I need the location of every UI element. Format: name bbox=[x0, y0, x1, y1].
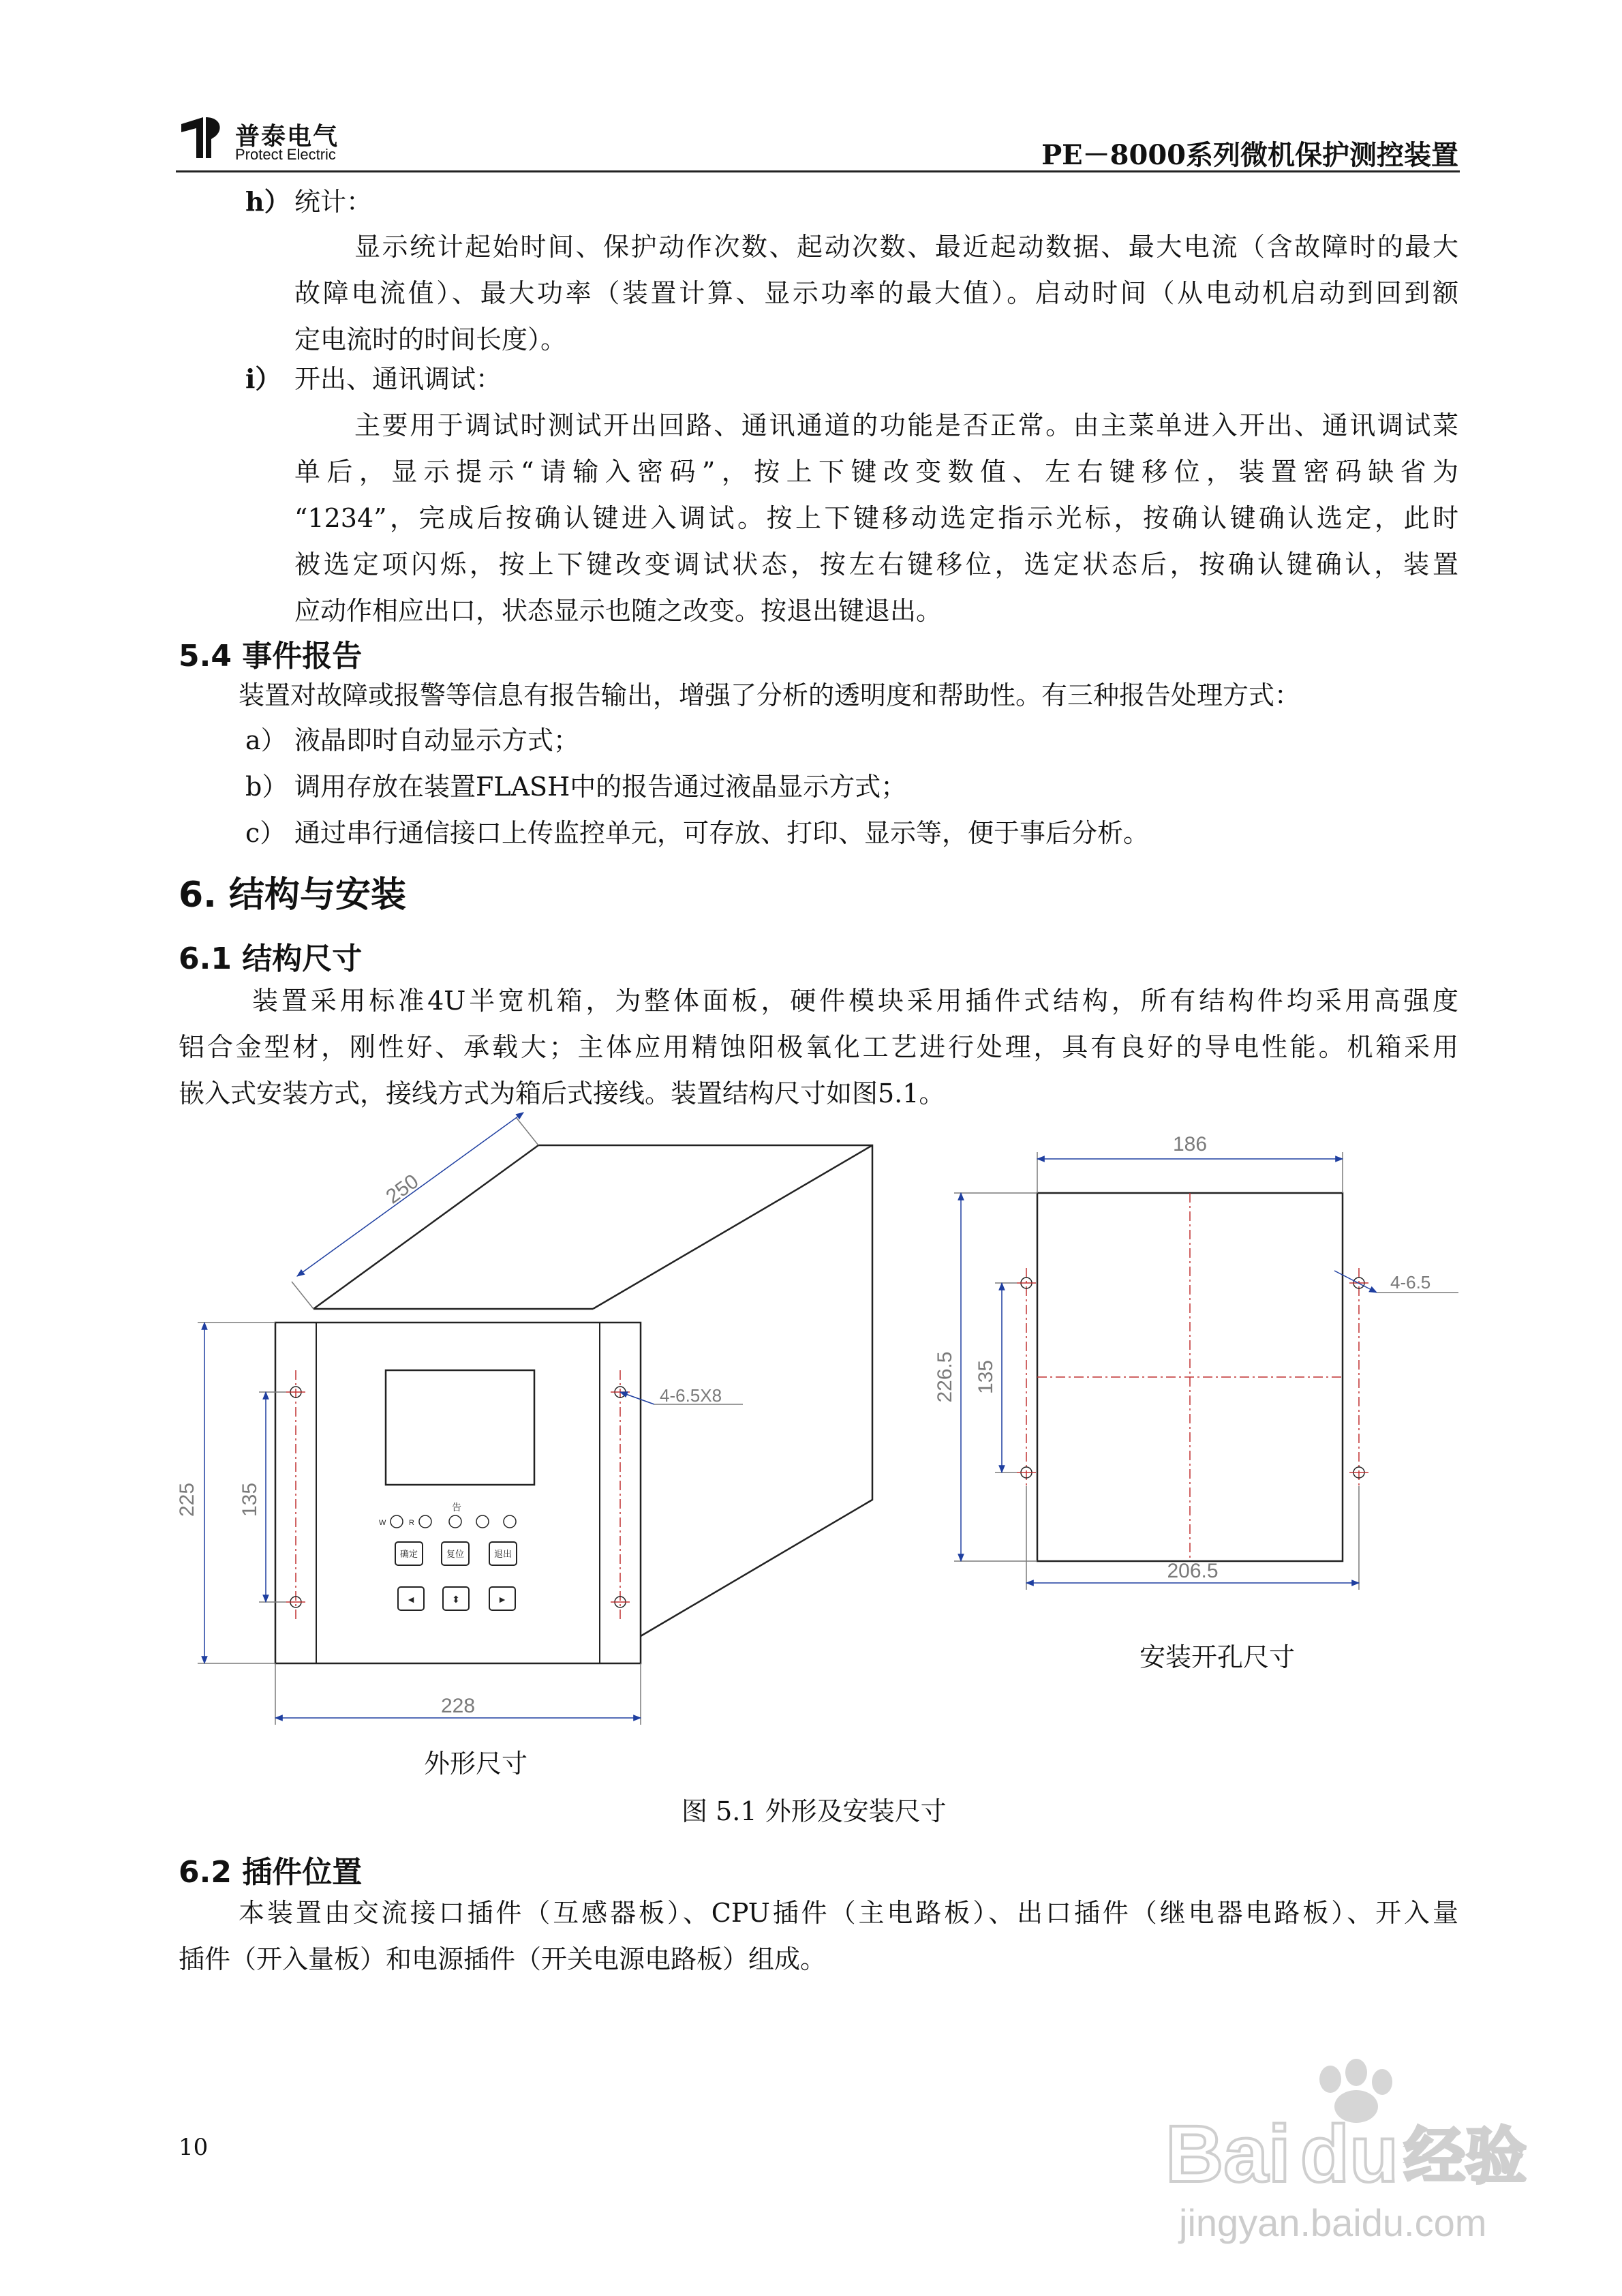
section-h-line-1: 显示统计起始时间、保护动作次数、起动次数、最近起动数据、最大电流（含故障时的最大 bbox=[354, 232, 1458, 262]
section-6-1-line-3: 嵌入式安装方式，接线方式为箱后式接线。装置结构尺寸如图5.1。 bbox=[179, 1078, 945, 1108]
cutout-caption: 安装开孔尺寸 bbox=[1139, 1642, 1296, 1672]
dim-hole-spacing-label: 135 bbox=[239, 1482, 261, 1517]
confirm-button-label: 确定 bbox=[399, 1549, 418, 1559]
section-6-1-line-2: 铝合金型材，刚性好、承载大；主体应用精蚀阳极氧化工艺进行处理，具有良好的导电性能。机箱采用 bbox=[179, 1032, 1458, 1062]
list-item-a-text: 液晶即时自动显示方式； bbox=[294, 725, 580, 755]
watermark-cn: 经验 bbox=[1404, 2121, 1527, 2192]
section-i-line-5: 应动作相应出口，状态显示也随之改变。按退出键退出。 bbox=[294, 596, 943, 626]
figure-5-1-drawings bbox=[0, 1104, 1622, 1793]
cutout-hole-note-label: 4-6.5 bbox=[1390, 1272, 1431, 1293]
section-i-line-3: “1234”，完成后按确认键进入调试。按上下键移动选定指示光标，按确认键确认选定，此时 bbox=[294, 503, 1458, 533]
dim-cutout-hole-spacing-label: 135 bbox=[975, 1359, 997, 1395]
right-arrow-icon: ► bbox=[498, 1594, 507, 1605]
watermark-brand-2: du bbox=[1300, 2109, 1399, 2199]
section-5-4-intro: 装置对故障或报警等信息有报告输出，增强了分析的透明度和帮助性。有三种报告处理方式： bbox=[239, 680, 1301, 710]
section-6-1-line-1: 装置采用标准4U半宽机箱，为整体面板，硬件模块采用插件式结构，所有结构件均采用高强度 bbox=[252, 986, 1458, 1016]
header-divider bbox=[176, 170, 1460, 172]
dim-width-label: 228 bbox=[440, 1695, 476, 1717]
up-down-arrow-icon: ⬍ bbox=[452, 1594, 460, 1605]
hole-note-label: 4-6.5X8 bbox=[660, 1385, 722, 1406]
company-logo-icon bbox=[179, 115, 226, 162]
watermark-brand: Bai bbox=[1165, 2109, 1291, 2199]
page-header bbox=[0, 0, 1622, 177]
outline-drawing bbox=[176, 1113, 872, 1725]
section-6-2-line-1: 本装置由交流接口插件（互感器板）、CPU插件（主电路板）、出口插件（继电器电路板）、开入量 bbox=[239, 1898, 1458, 1928]
section-6-heading: 6. 结构与安装 bbox=[179, 875, 407, 916]
section-h-title: 统计： bbox=[294, 187, 373, 217]
outline-caption: 外形尺寸 bbox=[424, 1749, 528, 1779]
dim-bottom-label: 206.5 bbox=[1167, 1560, 1219, 1582]
section-5-4-heading: 5.4 事件报告 bbox=[179, 639, 363, 674]
reset-button-label: 复位 bbox=[446, 1549, 465, 1559]
figure-caption: 图 5.1 外形及安装尺寸 bbox=[682, 1796, 947, 1826]
logo-english-name: Protect Electric bbox=[235, 146, 336, 163]
list-item-b-text: 调用存放在装置FLASH中的报告通过液晶显示方式； bbox=[294, 772, 907, 802]
section-h-label: h） bbox=[245, 186, 290, 217]
section-i-line-1: 主要用于调试时测试开出回路、通讯通道的功能是否正常。由主菜单进入开出、通讯调试菜 bbox=[354, 410, 1458, 440]
list-item-b-label: b） bbox=[245, 772, 288, 802]
list-item-a-label: a） bbox=[245, 725, 287, 755]
logo-chinese-name: 普泰电气 bbox=[235, 123, 339, 151]
left-arrow-icon: ◄ bbox=[406, 1594, 416, 1605]
section-6-2-line-2: 插件（开入量板）和电源插件（开关电源电路板）组成。 bbox=[179, 1944, 827, 1974]
led-run-label: W bbox=[379, 1519, 386, 1527]
section-6-1-heading: 6.1 结构尺寸 bbox=[179, 941, 363, 976]
page-number: 10 bbox=[179, 2134, 209, 2161]
section-6-2-heading: 6.2 插件位置 bbox=[179, 1855, 363, 1890]
list-item-c-label: c） bbox=[245, 818, 286, 848]
lcd-screen bbox=[386, 1370, 534, 1485]
section-h-line-2: 故障电流值）、最大功率（装置计算、显示功率的最大值）。启动时间（从电动机启动到回到额 bbox=[294, 278, 1458, 308]
section-i-label: i） bbox=[245, 363, 281, 394]
baidu-jingyan-watermark bbox=[1152, 2052, 1533, 2256]
exit-button-label: 退出 bbox=[493, 1549, 512, 1559]
section-i-line-4: 被选定项闪烁，按上下键改变调试状态，按左右键移位，选定状态后，按确认键确认，装置 bbox=[294, 549, 1458, 579]
cutout-drawing bbox=[934, 1133, 1458, 1590]
dim-depth-label: 250 bbox=[382, 1170, 423, 1209]
list-item-c-text: 通过串行通信接口上传监控单元，可存放、打印、显示等，便于事后分析。 bbox=[294, 818, 1150, 848]
dim-top-label: 186 bbox=[1172, 1133, 1208, 1155]
section-h-line-3: 定电流时的时间长度）。 bbox=[294, 324, 567, 354]
watermark-url: jingyan.baidu.com bbox=[1179, 2201, 1487, 2244]
dim-height-label: 225 bbox=[176, 1482, 198, 1517]
document-title: PE－8000系列微机保护测控装置 bbox=[1041, 139, 1458, 171]
led-top-label: 告 bbox=[452, 1502, 461, 1513]
section-i-line-2: 单后，显示提示“请输入密码”，按上下键改变数值、左右键移位，装置密码缺省为 bbox=[294, 457, 1458, 487]
section-i-title: 开出、通讯调试： bbox=[294, 364, 502, 394]
led-r-label: R bbox=[409, 1519, 414, 1527]
dim-cutout-height-label: 226.5 bbox=[934, 1351, 956, 1403]
